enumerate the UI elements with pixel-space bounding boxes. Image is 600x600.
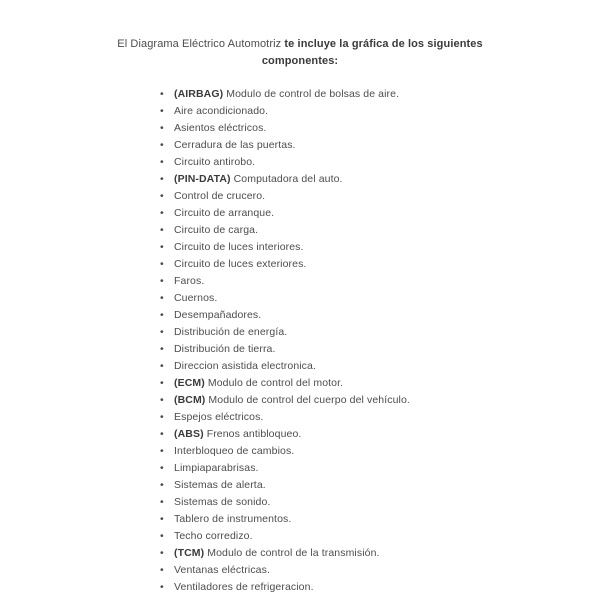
list-item-text: Cuernos. xyxy=(174,292,218,304)
list-item-text: Limpiaparabrisas. xyxy=(174,462,259,474)
list-item-text: Sistemas de alerta. xyxy=(174,479,266,491)
list-item-text: Modulo de control de la transmisión. xyxy=(204,547,380,559)
list-item xyxy=(159,528,600,545)
list-item-text: Circuito de carga. xyxy=(174,224,259,236)
page-title-emphasis-line2: componentes: xyxy=(261,55,339,67)
list-item xyxy=(159,460,600,477)
list-item-text: Interbloqueo de cambios. xyxy=(174,445,295,457)
list-item xyxy=(159,341,600,358)
list-item xyxy=(159,477,600,494)
page-title-emphasis: te incluye la gráfica de los siguientes xyxy=(284,38,483,50)
list-item xyxy=(159,426,600,443)
list-item-text: Modulo de control de bolsas de aire. xyxy=(223,88,400,100)
list-item xyxy=(159,358,600,375)
list-item-bold: (ABS) xyxy=(174,428,204,440)
list-item xyxy=(159,256,600,273)
list-item-bold: (PIN-DATA) xyxy=(174,173,231,185)
list-item xyxy=(159,545,600,562)
list-item xyxy=(159,103,600,120)
list-item-bold: (ECM) xyxy=(174,377,205,389)
list-item xyxy=(159,375,600,392)
list-item-text: Circuito de luces interiores. xyxy=(174,241,304,253)
list-item-text: Aire acondicionado. xyxy=(174,105,269,117)
list-item-text: Modulo de control del cuerpo del vehículo. xyxy=(205,394,410,406)
list-item-text: Cerradura de las puertas. xyxy=(174,139,296,151)
list-item xyxy=(159,324,600,341)
list-item xyxy=(159,409,600,426)
list-item-text: Asientos eléctricos. xyxy=(174,122,267,134)
list-item-text: Sistemas de sonido. xyxy=(174,496,271,508)
list-item xyxy=(159,239,600,256)
list-item-text: Circuito antirobo. xyxy=(174,156,256,168)
list-item-text: Modulo de control del motor. xyxy=(204,377,344,389)
list-item-bold: (TCM) xyxy=(174,547,205,559)
list-item xyxy=(159,120,600,137)
list-item xyxy=(159,171,600,188)
list-item-text: Circuito de luces exteriores. xyxy=(174,258,307,270)
list-item-text: Circuito de arranque. xyxy=(174,207,275,219)
list-item xyxy=(159,205,600,222)
list-item-text: Faros. xyxy=(174,275,205,287)
list-item xyxy=(159,494,600,511)
list-item-text: Direccion asistida electronica. xyxy=(174,360,316,372)
components-list xyxy=(159,86,600,596)
list-item-bold: (BCM) xyxy=(174,394,206,406)
list-item xyxy=(159,443,600,460)
list-item xyxy=(159,307,600,324)
list-item xyxy=(159,392,600,409)
list-item-text: Computadora del auto. xyxy=(230,173,343,185)
list-item-text: Ventiladores de refrigeracion. xyxy=(174,581,314,593)
list-item-bold: (AIRBAG) xyxy=(174,88,224,100)
list-item xyxy=(159,273,600,290)
list-item xyxy=(159,188,600,205)
list-item-text: Techo corredizo. xyxy=(174,530,253,542)
list-item-text: Control de crucero. xyxy=(174,190,266,202)
list-item xyxy=(159,579,600,596)
page-title-regular: El Diagrama Eléctrico Automotriz xyxy=(117,38,282,50)
list-item-text: Desempañadores. xyxy=(174,309,262,321)
page-title xyxy=(0,36,600,70)
list-item xyxy=(159,137,600,154)
list-item xyxy=(159,511,600,528)
list-item xyxy=(159,222,600,239)
list-item-text: Frenos antibloqueo. xyxy=(203,428,302,440)
list-item xyxy=(159,86,600,103)
list-item-text: Espejos eléctricos. xyxy=(174,411,264,423)
list-item-text: Distribución de tierra. xyxy=(174,343,276,355)
list-item xyxy=(159,562,600,579)
list-item-text: Tablero de instrumentos. xyxy=(174,513,292,525)
list-item-text: Distribución de energía. xyxy=(174,326,288,338)
list-item xyxy=(159,290,600,307)
list-item xyxy=(159,154,600,171)
list-item-text: Ventanas eléctricas. xyxy=(174,564,270,576)
page xyxy=(0,36,600,600)
